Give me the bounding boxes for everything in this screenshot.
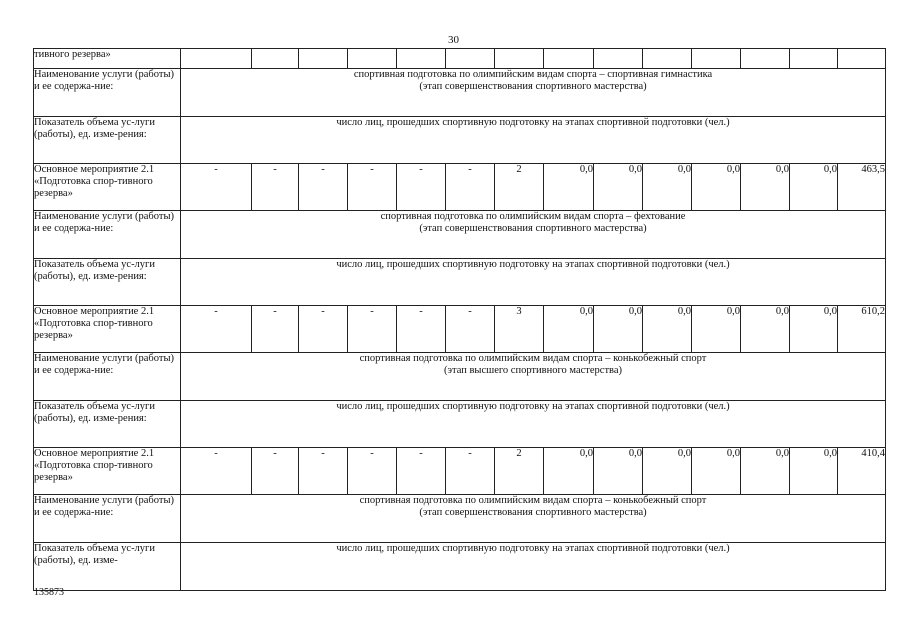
merged-description [181,353,886,401]
value-cell: - [181,448,252,495]
row-label: Наименование услуги (работы) и ее содержа-ние: [34,495,181,543]
description-line: число лиц, прошедших спортивную подготовку на этапах спортивной подготовки (чел.) [336,401,730,412]
value-cell: 0,0 [790,306,838,353]
row-label: Показатель объема ус-луги (работы), ед. изме- [34,543,181,591]
value-cell: 2 [495,448,544,495]
value-cell [397,49,446,69]
value-cell: 0,0 [692,306,741,353]
description-row [34,259,886,306]
description-subline: (этап высшего спортивного мастерства) [443,365,623,376]
value-cell [252,49,299,69]
value-cell: 0,0 [741,306,790,353]
value-cell: 0,0 [790,448,838,495]
merged-description [181,401,886,448]
row-label: Показатель объема ус-луги (работы), ед. изме-рения: [34,117,181,164]
value-cell: - [446,164,495,211]
value-cell: - [397,306,446,353]
value-cell: 610,2 [838,306,886,353]
value-cell [790,49,838,69]
value-cell: - [252,164,299,211]
measure-row [34,164,886,211]
description-line: число лиц, прошедших спортивную подготовку на этапах спортивной подготовки (чел.) [336,117,730,128]
value-cell: 0,0 [594,306,643,353]
merged-description [181,211,886,259]
description-line: спортивная подготовка по олимпийским видам спорта – спортивная гимнастика [353,69,713,80]
value-cell: - [252,448,299,495]
table-body [34,49,886,591]
merged-description [181,69,886,117]
value-cell: - [348,164,397,211]
value-cell [544,49,594,69]
value-cell: 0,0 [790,164,838,211]
row-label: Наименование услуги (работы) и ее содержа-ние: [34,69,181,117]
value-cell: 2 [495,164,544,211]
description-line: спортивная подготовка по олимпийским видам спорта – конькобежный спорт [359,353,707,364]
row-label: Наименование услуги (работы) и ее содержа-ние: [34,353,181,401]
value-cell: 0,0 [741,448,790,495]
merged-description [181,495,886,543]
value-cell: 0,0 [643,164,692,211]
row-label: Основное мероприятие 2.1 «Подготовка спор-тивного резерва» [34,164,181,211]
description-row [34,117,886,164]
description-row [34,543,886,591]
row-label: тивного резерва» [34,49,181,69]
description-row [34,353,886,401]
measure-row [34,306,886,353]
value-cell: - [299,448,348,495]
value-cell [495,49,544,69]
value-cell: 0,0 [643,448,692,495]
value-cell [594,49,643,69]
value-cell: - [446,448,495,495]
merged-description [181,543,886,591]
value-cell: 0,0 [692,164,741,211]
description-subline: (этап совершенствования спортивного мастерства) [419,507,647,518]
value-cell: - [446,306,495,353]
value-cell: 3 [495,306,544,353]
value-cell: 0,0 [741,164,790,211]
value-cell [348,49,397,69]
row-label: Основное мероприятие 2.1 «Подготовка спор-тивного резерва» [34,306,181,353]
value-cell: - [397,164,446,211]
value-cell [643,49,692,69]
value-cell: - [181,164,252,211]
value-cell [446,49,495,69]
value-cell: 463,5 [838,164,886,211]
value-cell: 410,4 [838,448,886,495]
description-line: спортивная подготовка по олимпийским видам спорта – конькобежный спорт [359,495,707,506]
program-table [33,48,886,591]
value-cell: - [299,164,348,211]
description-row [34,69,886,117]
row-label: Показатель объема ус-луги (работы), ед. изме-рения: [34,259,181,306]
row-label: Наименование услуги (работы) и ее содержа-ние: [34,211,181,259]
description-line: спортивная подготовка по олимпийским видам спорта – фехтование [380,211,686,222]
value-cell: 0,0 [692,448,741,495]
value-cell: 0,0 [594,448,643,495]
description-row [34,211,886,259]
value-cell: - [348,306,397,353]
value-cell [741,49,790,69]
value-cell: - [181,306,252,353]
description-row [34,495,886,543]
value-cell: 0,0 [643,306,692,353]
value-cell [181,49,252,69]
description-subline: (этап совершенствования спортивного мастерства) [419,81,647,92]
value-cell: 0,0 [544,306,594,353]
description-row [34,401,886,448]
value-cell [692,49,741,69]
description-subline: (этап совершенствования спортивного мастерства) [419,223,647,234]
value-cell: 0,0 [544,448,594,495]
description-line: число лиц, прошедших спортивную подготовку на этапах спортивной подготовки (чел.) [336,543,730,554]
merged-description [181,117,886,164]
row-label: Показатель объема ус-луги (работы), ед. изме-рения: [34,401,181,448]
description-line: число лиц, прошедших спортивную подготовку на этапах спортивной подготовки (чел.) [336,259,730,270]
value-cell: - [299,306,348,353]
document-code: 135873 [34,587,64,598]
row-label: Основное мероприятие 2.1 «Подготовка спор-тивного резерва» [34,448,181,495]
merged-description [181,259,886,306]
value-cell: - [397,448,446,495]
value-cell: - [348,448,397,495]
value-cell [299,49,348,69]
measure-row [34,448,886,495]
measure-row [34,49,886,69]
value-cell: 0,0 [594,164,643,211]
page-number: 30 [448,34,459,46]
value-cell [838,49,886,69]
value-cell: 0,0 [544,164,594,211]
value-cell: - [252,306,299,353]
